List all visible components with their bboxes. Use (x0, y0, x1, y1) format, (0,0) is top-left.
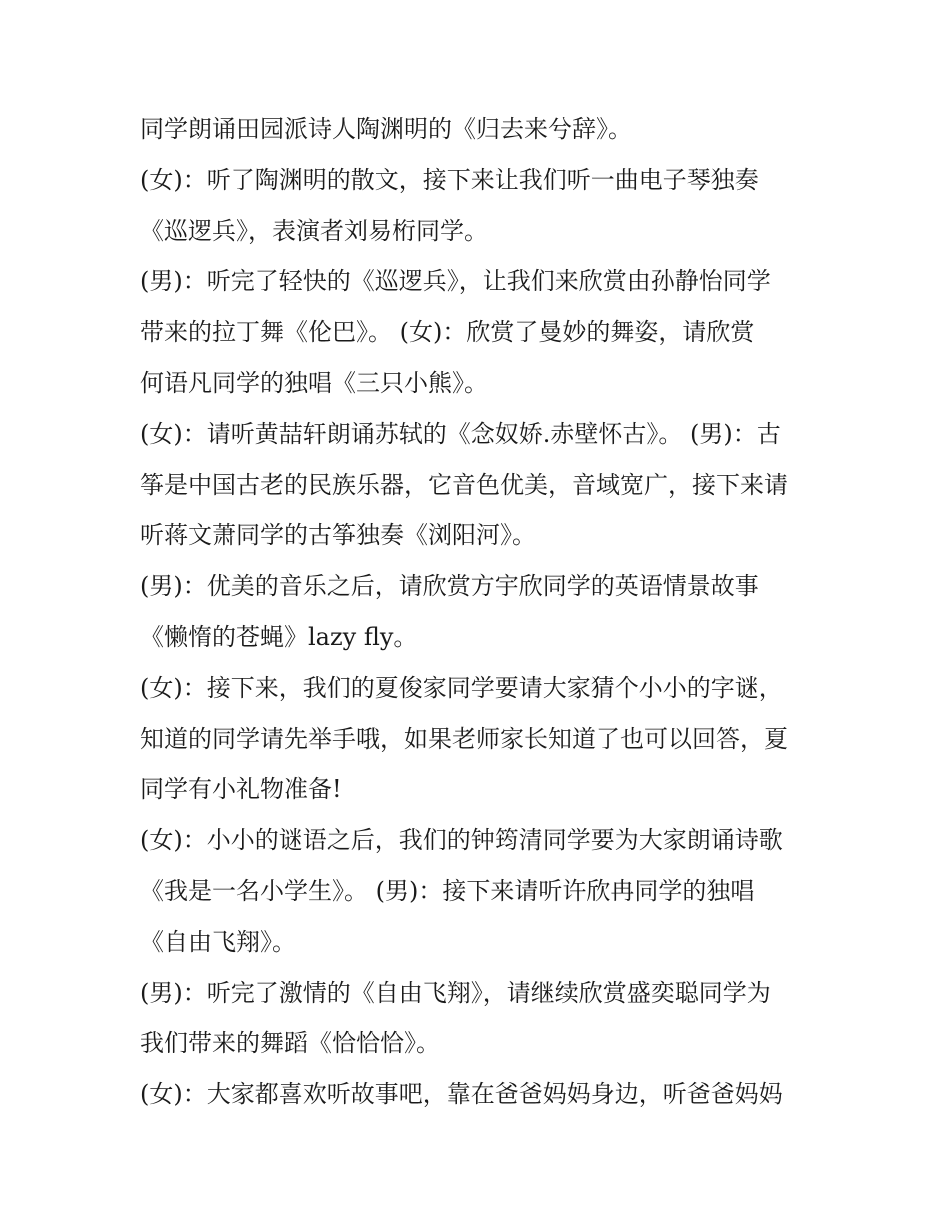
text-line: (女)：接下来，我们的夏俊家同学要请大家猜个小小的字谜， (140, 673, 783, 702)
text-line: 带来的拉丁舞《伦巴》。 (女)：欣赏了曼妙的舞姿，请欣赏 (140, 318, 755, 347)
text-line: (女)：小小的谜语之后，我们的钟筠清同学要为大家朗诵诗歌 (140, 826, 783, 855)
text-line: 《我是一名小学生》。 (男)：接下来请听许欣冉同学的独唱 (140, 876, 755, 905)
text-line: (男)：听完了轻快的《巡逻兵》，让我们来欣赏由孙静怡同学 (140, 267, 771, 296)
text-line: 筝是中国古老的民族乐器，它音色优美，音域宽广，接下来请 (140, 470, 788, 499)
text-line: 听蒋文萧同学的古筝独奏《浏阳河》。 (140, 521, 536, 550)
text-line: (女)：听了陶渊明的散文，接下来让我们听一曲电子琴独奏 (140, 165, 759, 194)
text-line: 《懒惰的苍蝇》lazy fly。 (140, 622, 418, 651)
document-body (140, 104, 820, 1120)
text-line: 我们带来的舞蹈《恰恰恰》。 (140, 1029, 440, 1058)
text-line: (女)：大家都喜欢听故事吧，靠在爸爸妈妈身边，听爸爸妈妈 (140, 1080, 783, 1109)
text-line: 何语凡同学的独唱《三只小熊》。 (140, 368, 488, 397)
text-line: (男)：优美的音乐之后，请欣赏方宇欣同学的英语情景故事 (140, 572, 759, 601)
text-line: 《自由飞翔》。 (140, 927, 296, 956)
text-line: 知道的同学请先举手哦，如果老师家长知道了也可以回答，夏 (140, 724, 788, 753)
text-line: 同学有小礼物准备! (140, 775, 342, 804)
text-line: 同学朗诵田园派诗人陶渊明的《归去来兮辞》。 (140, 115, 632, 143)
text-line: 《巡逻兵》，表演者刘易桁同学。 (140, 216, 488, 245)
text-line: (女)：请听黄喆轩朗诵苏轼的《念奴娇.赤壁怀古》。 (男)：古 (140, 419, 781, 448)
text-line: (男)：听完了激情的《自由飞翔》，请继续欣赏盛奕聪同学为 (140, 978, 771, 1007)
